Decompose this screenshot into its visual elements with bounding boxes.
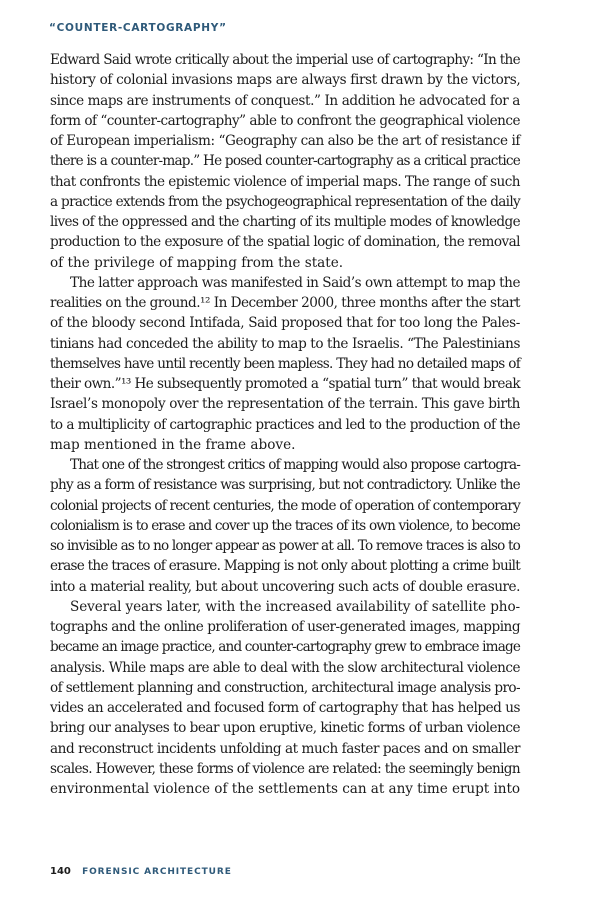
- text-line: phy as a form of resistance was surprising, but not contradictory. Unlike the: [50, 477, 520, 494]
- text-line: vides an accelerated and focused form of cartography that has helped us: [50, 700, 521, 716]
- text-line: lives of the oppressed and the charting of its multiple modes of knowledge: [50, 214, 520, 230]
- text-line: realities on the ground.¹² In December 2000, three months after the start: [50, 295, 521, 311]
- text-line: there is a counter-map.” He posed counter-cartography as a critical practice: [50, 153, 520, 170]
- text-line: of the privilege of mapping from the state.: [50, 254, 344, 271]
- text-line: tinians had conceded the ability to map to the Israelis. “The Palestinians: [50, 335, 521, 352]
- page-footer: [50, 866, 232, 877]
- text-line: analysis. While maps are able to deal with the slow architectural violence: [50, 659, 521, 676]
- text-line: of European imperialism: “Geography can also be the art of resistance if: [50, 133, 520, 149]
- text-line: became an image practice, and counter-cartography grew to embrace image: [50, 639, 521, 656]
- text-line: Several years later, with the increased availability of satellite pho-: [70, 598, 521, 615]
- text-line: of settlement planning and construction, architectural image analysis pro-: [50, 679, 520, 696]
- page-number: 140: [50, 866, 71, 877]
- text-line: bring our analyses to bear upon eruptive, kinetic forms of urban violence: [50, 720, 521, 737]
- paragraph-4: [50, 597, 520, 800]
- running-head: “COUNTER-CARTOGRAPHY”: [49, 22, 227, 34]
- text-line: a practice extends from the psychogeographical representation of the daily: [50, 193, 520, 210]
- text-line: so invisible as to no longer appear as power at all. To remove traces is also to: [50, 538, 521, 554]
- text-line: into a material reality, but about uncovering such acts of double erasure.: [50, 578, 520, 595]
- text-line: Edward Said wrote critically about the imperial use of cartography: “In the: [50, 52, 520, 68]
- text-line: their own.”¹³ He subsequently promoted a “spatial turn” that would break: [50, 376, 521, 392]
- book-title: FORENSIC ARCHITECTURE: [82, 867, 232, 877]
- text-line: production to the exposure of the spatial logic of domination, the removal: [50, 234, 520, 251]
- text-line: scales. However, these forms of violence are related: the seemingly benign: [50, 760, 520, 777]
- text-line: environmental violence of the settlements can at any time erupt into: [50, 781, 520, 797]
- text-line: themselves have until recently been mapless. They had no detailed maps of: [50, 355, 521, 372]
- text-line: map mentioned in the frame above.: [50, 436, 296, 453]
- text-line: That one of the strongest critics of mapping would also propose cartogra-: [70, 457, 521, 473]
- text-line: tographs and the online proliferation of user-generated images, mapping: [50, 619, 521, 635]
- paragraph-2: [50, 273, 520, 455]
- text-line: erase the traces of erasure. Mapping is not only about plotting a crime built: [50, 558, 520, 575]
- text-line: form of “counter-cartography” able to confront the geographical violence: [50, 112, 520, 129]
- text-line: since maps are instruments of conquest.” In addition he advocated for a: [50, 92, 520, 109]
- text-line: to a multiplicity of cartographic practices and led to the production of the: [50, 416, 520, 433]
- paragraph-3: [50, 455, 520, 597]
- text-line: Israel’s monopoly over the representation of the terrain. This gave birth: [50, 396, 521, 413]
- text-line: of the bloody second Intifada, Said proposed that for too long the Pales-: [50, 315, 520, 332]
- text-line: The latter approach was manifested in Said’s own attempt to map the: [70, 274, 521, 291]
- body-text: [50, 50, 520, 799]
- text-line: and reconstruct incidents unfolding at much faster paces and on smaller: [50, 740, 520, 757]
- text-line: colonialism is to erase and cover up the traces of its own violence, to become: [50, 517, 521, 534]
- text-line: history of colonial invasions maps are always first drawn by the victors,: [50, 72, 521, 89]
- text-line: that confronts the epistemic violence of imperial maps. The range of such: [50, 173, 520, 190]
- text-line: colonial projects of recent centuries, the mode of operation of contemporary: [50, 497, 520, 514]
- paragraph-1: [50, 50, 520, 273]
